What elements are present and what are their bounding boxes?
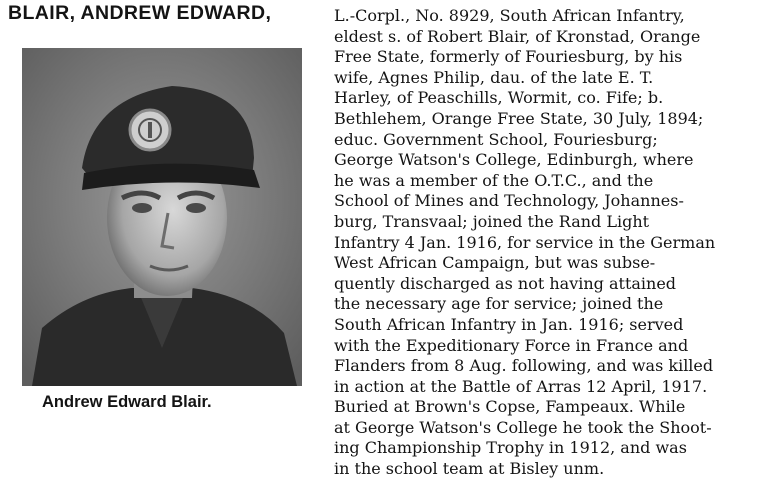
text-line: Buried at Brown's Copse, Fampeaux. While (334, 397, 686, 417)
text-line: South African Infantry in Jan. 1916; served (334, 314, 684, 334)
text-line: Flanders from 8 Aug. following, and was killed (334, 356, 714, 376)
text-line: West African Campaign, but was subse- (334, 253, 656, 273)
text-line: in action at the Battle of Arras 12 April, 1917. (334, 376, 708, 396)
biography-text (334, 6, 774, 480)
text-line: burg, Transvaal; joined the Rand Light (334, 211, 650, 231)
text-line: ing Championship Trophy in 1912, and was (334, 438, 687, 458)
photo-caption: Andrew Edward Blair. (42, 393, 212, 411)
text-line: at George Watson's College he took the Shoot- (334, 417, 712, 437)
text-line: he was a member of the O.T.C., and the (334, 170, 654, 190)
text-line: in the school team at Bisley unm. (334, 459, 605, 479)
name-heading: BLAIR, ANDREW EDWARD, (8, 2, 272, 24)
portrait-photo (22, 48, 302, 386)
text-line: quently discharged as not having attained (334, 273, 677, 293)
text-line: wife, Agnes Philip, dau. of the late E. T. (334, 67, 654, 87)
text-line: eldest s. of Robert Blair, of Kronstad, Orange (334, 26, 701, 46)
text-line: Infantry 4 Jan. 1916, for service in the German (334, 232, 716, 252)
text-line: educ. Government School, Fouriesburg; (334, 129, 658, 149)
text-line: George Watson's College, Edinburgh, where (334, 150, 694, 170)
text-line: Bethlehem, Orange Free State, 30 July, 1894; (334, 108, 704, 128)
text-line: Harley, of Peaschills, Wormit, co. Fife; b. (334, 88, 664, 108)
text-line: L.-Corpl., No. 8929, South African Infantry, (334, 6, 685, 25)
text-line: with the Expeditionary Force in France and (334, 335, 689, 355)
text-line: Free State, formerly of Fouriesburg, by his (334, 47, 683, 67)
text-line: the necessary age for service; joined the (334, 294, 664, 314)
text-line: School of Mines and Technology, Johannes- (334, 191, 684, 211)
